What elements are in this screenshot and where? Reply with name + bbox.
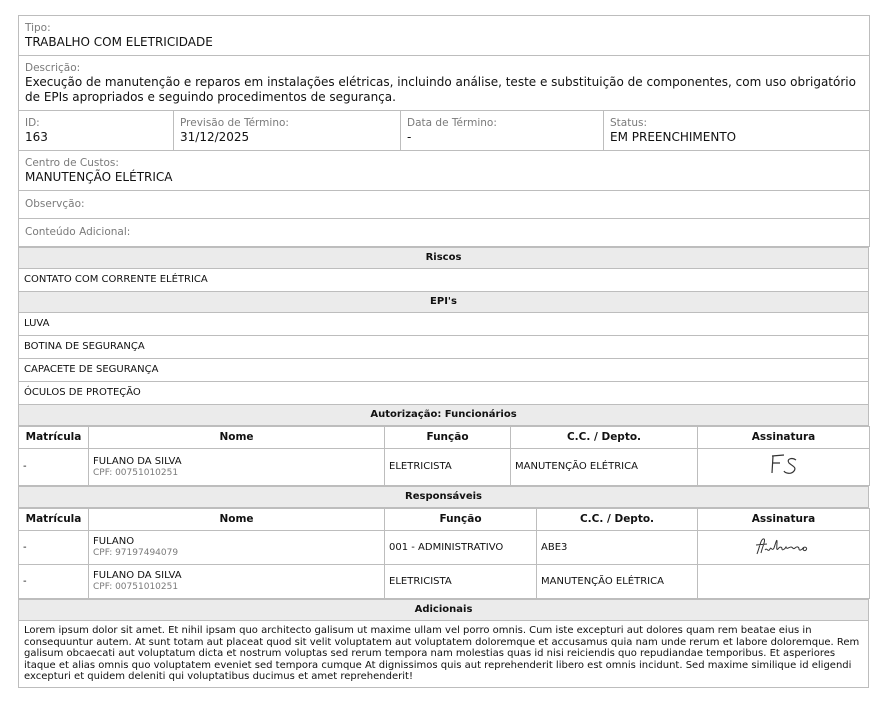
cpf-value: CPF: 00751010251 [93, 467, 179, 478]
col-nome: Nome [89, 509, 385, 531]
nome-cell [89, 531, 385, 565]
descricao-field [19, 56, 870, 111]
data-termino-field [401, 111, 604, 151]
table-row [19, 565, 870, 599]
id-field [19, 111, 174, 151]
status-field [604, 111, 870, 151]
id-value: 163 [25, 130, 48, 144]
table-row [19, 449, 870, 486]
epi-item: LUVA [19, 313, 869, 336]
previsao-label: Previsão de Término: [180, 117, 289, 129]
col-funcao: Função [385, 509, 537, 531]
descricao-label: Descrição: [25, 62, 81, 74]
signature-fulano-icon [751, 534, 817, 558]
nome-cell [89, 449, 385, 486]
col-matricula: Matrícula [19, 509, 89, 531]
data-termino-value: - [407, 130, 412, 144]
funcionarios-section-title: Autorização: Funcionários [19, 405, 869, 426]
nome-value: FULANO DA SILVA [93, 570, 182, 581]
id-label: ID: [25, 117, 40, 129]
centro-custos-label: Centro de Custos: [25, 157, 119, 169]
assinatura-cell [698, 449, 870, 486]
funcao-cell: ELETRICISTA [385, 449, 511, 486]
adicionais-section-title: Adicionais [19, 600, 869, 621]
col-assinatura: Assinatura [698, 427, 870, 449]
adicionais-text: Lorem ipsum dolor sit amet. Et nihil ipsam quo architecto galisum ut maxime ullam vel porro omnis. Cum iste excepturi aut dolores quam rem beatae eius in consequuntur autem. At sunt totam aut placeat quod sit velit voluptatem aut voluptatem doloremque et accusamus quia nam unde rerum et labore doloremque. Rem galisum obcaecati aut voluptatum dicta et nostrum voluptas sed rerum tempora nam molestias quas id nisi reiciendis quo repudiandae temporibus. Et asperiores itaque et alias omnis quo voluptatem eveniet sed tempora cumque At dignissimos quis aut reprehenderit libero est omnis incidunt. Sed maxime similique id eligendi excepturi et quidem deleniti qui voluptatibus ducimus et amet reprehenderit! [19, 621, 869, 688]
status-value: EM PREENCHIMENTO [610, 130, 737, 144]
nome-value: FULANO [93, 536, 135, 547]
cpf-value: CPF: 00751010251 [93, 582, 179, 592]
conteudo-adicional-field [19, 219, 870, 247]
status-label: Status: [610, 117, 647, 129]
cpf-value: CPF: 97197494079 [93, 548, 179, 558]
tipo-label: Tipo: [25, 22, 51, 34]
previsao-field [174, 111, 401, 151]
table-row [19, 531, 870, 565]
matricula-cell: - [19, 531, 89, 565]
conteudo-adicional-label: Conteúdo Adicional: [25, 226, 131, 238]
depto-cell: ABE3 [537, 531, 698, 565]
nome-cell [89, 565, 385, 599]
depto-cell: MANUTENÇÃO ELÉTRICA [511, 449, 698, 486]
col-nome: Nome [89, 427, 385, 449]
assinatura-cell [698, 531, 870, 565]
header-table [18, 15, 870, 247]
responsaveis-table [18, 508, 870, 599]
matricula-cell: - [19, 449, 89, 486]
adicionais-table [18, 599, 869, 688]
depto-cell: MANUTENÇÃO ELÉTRICA [537, 565, 698, 599]
funcao-cell: ELETRICISTA [385, 565, 537, 599]
observacao-label: Observção: [25, 198, 85, 210]
descricao-value: Execução de manutenção e reparos em instalações elétricas, incluindo análise, teste e substituição de componentes, com uso obrigatório de EPIs apropriados e seguindo procedimentos de segurança. [25, 75, 856, 104]
col-assinatura: Assinatura [698, 509, 870, 531]
tipo-value: TRABALHO COM ELETRICIDADE [25, 35, 213, 49]
assinatura-cell [698, 565, 870, 599]
centro-custos-value: MANUTENÇÃO ELÉTRICA [25, 170, 173, 184]
riscos-section-title: Riscos [19, 248, 869, 269]
responsaveis-title-table [18, 486, 869, 508]
epis-section-title: EPI's [19, 292, 869, 313]
nome-value: FULANO DA SILVA [93, 455, 182, 467]
centro-custos-field [19, 151, 870, 191]
matricula-cell: - [19, 565, 89, 599]
signature-fs-icon [764, 451, 804, 479]
observacao-field [19, 191, 870, 219]
epi-item: ÓCULOS DE PROTEÇÃO [19, 382, 869, 405]
col-matricula: Matrícula [19, 427, 89, 449]
riscos-epis-table [18, 247, 869, 426]
funcionarios-table [18, 426, 870, 486]
document [18, 15, 869, 688]
col-depto: C.C. / Depto. [537, 509, 698, 531]
risco-item: CONTATO COM CORRENTE ELÉTRICA [19, 269, 869, 292]
data-termino-label: Data de Término: [407, 117, 497, 129]
epi-item: CAPACETE DE SEGURANÇA [19, 359, 869, 382]
responsaveis-section-title: Responsáveis [19, 487, 869, 508]
funcao-cell: 001 - ADMINISTRATIVO [385, 531, 537, 565]
col-funcao: Função [385, 427, 511, 449]
col-depto: C.C. / Depto. [511, 427, 698, 449]
tipo-field [19, 16, 870, 56]
epi-item: BOTINA DE SEGURANÇA [19, 336, 869, 359]
previsao-value: 31/12/2025 [180, 130, 250, 144]
